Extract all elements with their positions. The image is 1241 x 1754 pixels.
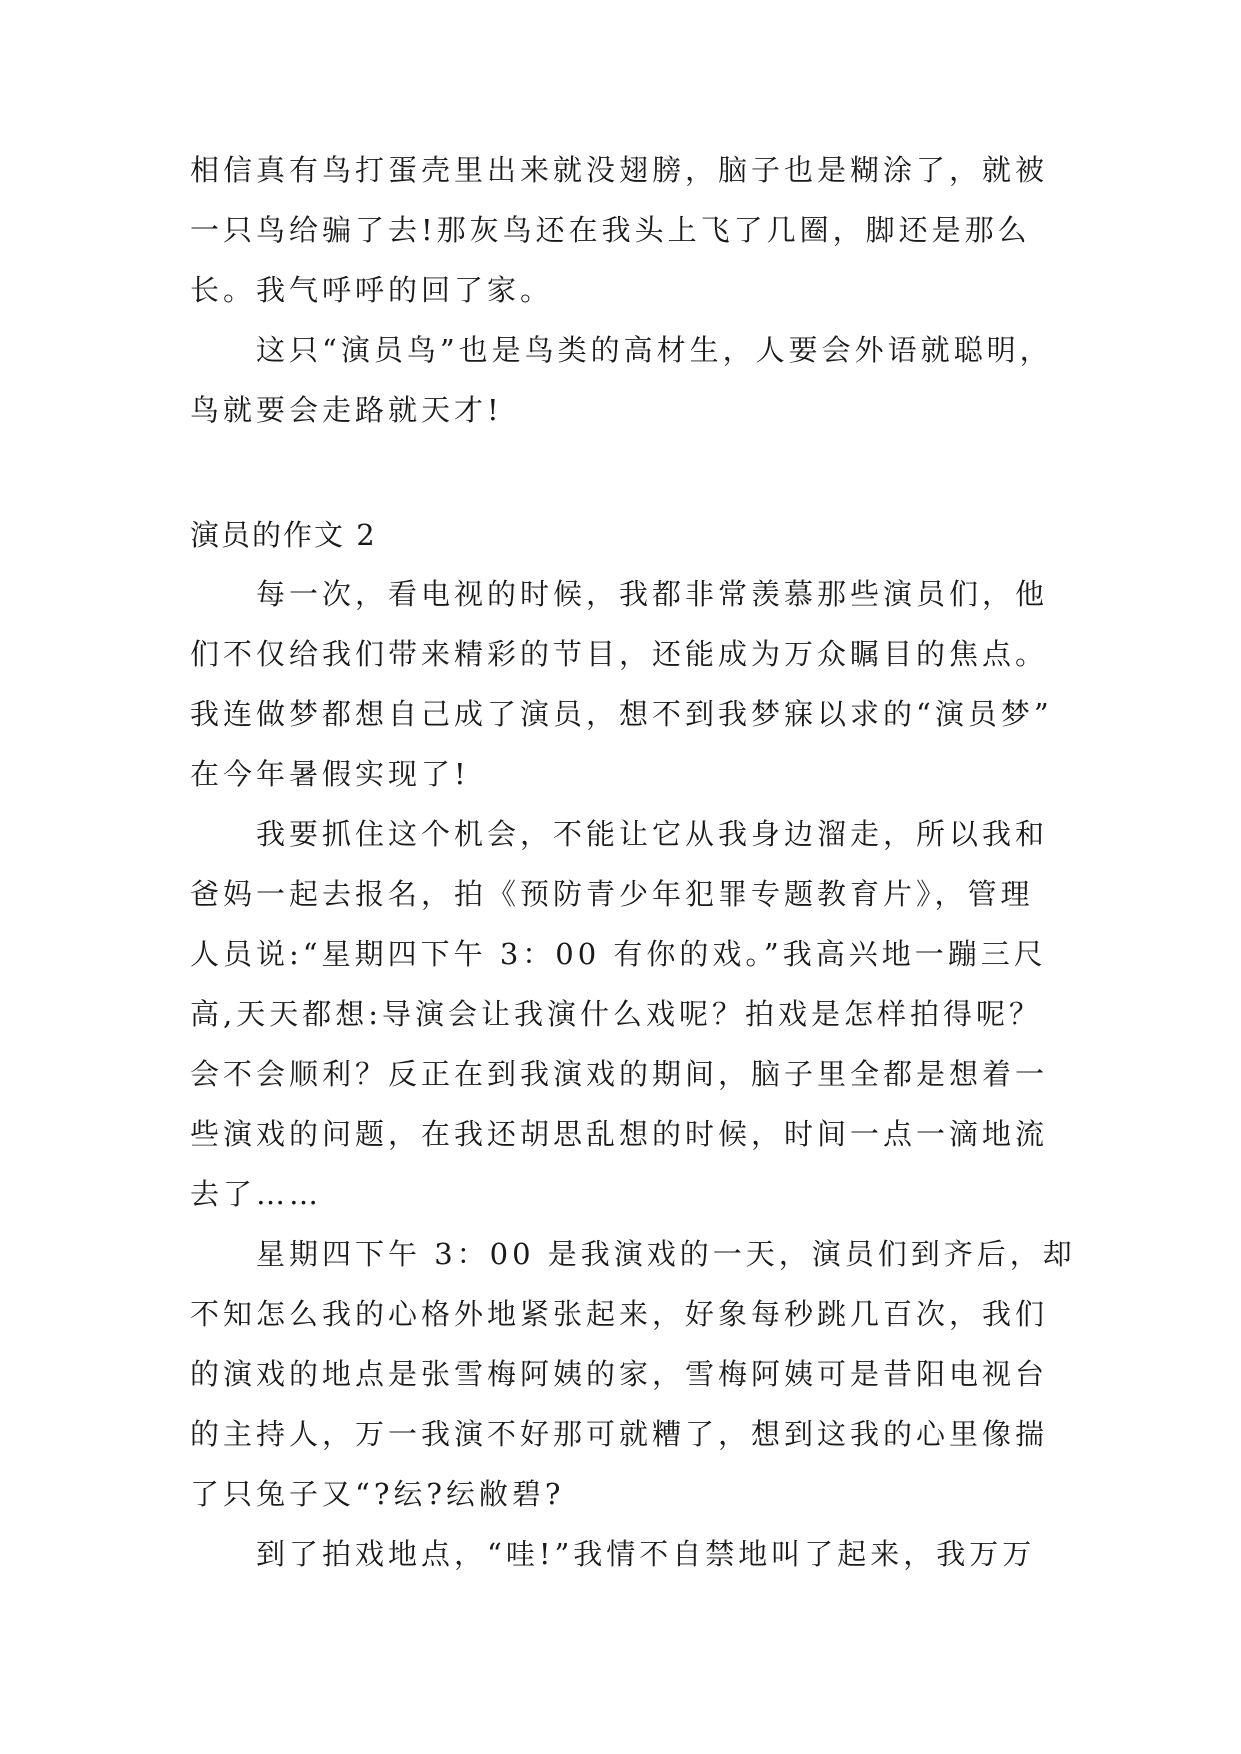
text-line: 不知怎么我的心格外地紧张起来，好象每秒跳几百次，我们	[190, 1297, 1049, 1331]
text-line: 鸟就要会走路就天才!	[190, 393, 503, 427]
text-line: 到了拍戏地点，“哇!”我情不自禁地叫了起来，我万万	[256, 1537, 1036, 1571]
text-line: 的主持人，万一我演不好那可就糟了，想到这我的心里像揣	[190, 1417, 1049, 1451]
text-line: 星期四下午 3：00 是我演戏的一天，演员们到齐后，却	[256, 1237, 1076, 1271]
text-line: 高,天天都想:导演会让我演什么戏呢？拍戏是怎样拍得呢？	[190, 997, 1042, 1031]
text-line: 的演戏的地点是张雪梅阿姨的家，雪梅阿姨可是昔阳电视台	[190, 1357, 1049, 1391]
text-line: 们不仅给我们带来精彩的节目，还能成为万众瞩目的焦点。	[190, 637, 1049, 671]
text-line: 在今年暑假实现了!	[190, 757, 470, 791]
text-line: 会不会顺利？反正在到我演戏的期间，脑子里全都是想着一	[190, 1057, 1049, 1091]
text-line: 些演戏的问题，在我还胡思乱想的时候，时间一点一滴地流	[190, 1117, 1049, 1151]
text-line: 长。我气呼呼的回了家。	[190, 273, 554, 307]
text-line: 这只“演员鸟”也是鸟类的高材生，人要会外语就聪明，	[256, 333, 1053, 367]
text-line: 人员说:“星期四下午 3：00 有你的戏。”我高兴地一蹦三尺	[190, 937, 1047, 971]
text-line: 爸妈一起去报名，拍《预防青少年犯罪专题教育片》，管理	[190, 877, 1034, 911]
text-line: 相信真有鸟打蛋壳里出来就没翅膀，脑子也是糊涂了，就被	[190, 153, 1049, 187]
section-title: 演员的作文 2	[190, 518, 377, 552]
text-line: 我要抓住这个机会，不能让它从我身边溜走，所以我和	[256, 817, 1049, 851]
text-line: 我连做梦都想自己成了演员，想不到我梦寐以求的“演员梦”	[190, 697, 1053, 731]
intro-paragraphs	[190, 140, 1080, 440]
text-line: 每一次，看电视的时候，我都非常羡慕那些演员们，他	[256, 577, 1049, 611]
text-line: 一只鸟给骗了去!那灰鸟还在我头上飞了几圈，脚还是那么	[190, 213, 1031, 247]
essay-body	[190, 564, 1080, 1584]
text-line: 了只兔子又“?纭?纭敝碧?	[190, 1477, 565, 1511]
text-line: 去了……	[190, 1177, 323, 1211]
